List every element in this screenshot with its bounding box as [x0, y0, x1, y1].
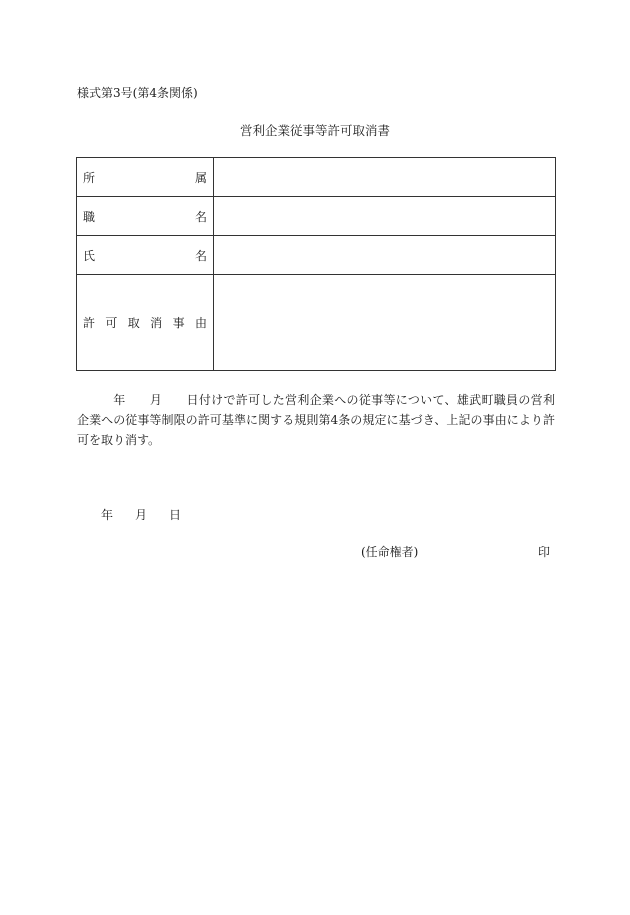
- document-title: 営利企業従事等許可取消書: [239, 123, 390, 138]
- label-char: 取: [127, 316, 140, 330]
- label-char: 氏: [83, 248, 96, 263]
- label-char: 可: [105, 316, 118, 330]
- statement-year-unit: 年: [113, 393, 126, 407]
- revocation-statement: [77, 390, 555, 450]
- position-label: [77, 197, 214, 236]
- revocation-reason-value[interactable]: [214, 275, 556, 371]
- label-char: 職: [83, 209, 96, 224]
- issue-date: [101, 506, 181, 523]
- label-char: 名: [194, 209, 207, 224]
- seal-mark: 印: [538, 545, 551, 559]
- label-char: 名: [194, 248, 207, 263]
- table-row-name: [77, 236, 556, 275]
- affiliation-value[interactable]: [214, 158, 556, 197]
- name-value[interactable]: [214, 236, 556, 275]
- revocation-reason-label: [77, 275, 214, 371]
- label-char: 由: [194, 316, 207, 330]
- appointing-authority: (任命権者): [361, 545, 419, 559]
- label-char: 許: [83, 316, 96, 330]
- label-char: 事: [172, 316, 185, 330]
- table-row-affiliation: [77, 158, 556, 197]
- name-label: [77, 236, 214, 275]
- table-row-position: [77, 197, 556, 236]
- statement-text: 日付けで許可した営利企業への従事等について、雄武町職員の営利企業への従事等制限の許可基準に関する規則第4条の規定に基づき、上記の事由により許可を取り消す。: [77, 393, 555, 447]
- position-value[interactable]: [214, 197, 556, 236]
- revocation-form-table: [76, 157, 556, 371]
- statement-month-unit: 月: [149, 393, 163, 407]
- date-month: 月: [135, 508, 148, 522]
- form-number: 様式第3号(第4条関係): [77, 86, 198, 100]
- label-char: 所: [83, 170, 96, 185]
- date-day: 日: [169, 508, 182, 522]
- label-char: 属: [194, 170, 207, 185]
- date-year: 年: [101, 508, 114, 522]
- label-char: 消: [150, 316, 163, 330]
- table-row-revocation-reason: [77, 275, 556, 371]
- affiliation-label: [77, 158, 214, 197]
